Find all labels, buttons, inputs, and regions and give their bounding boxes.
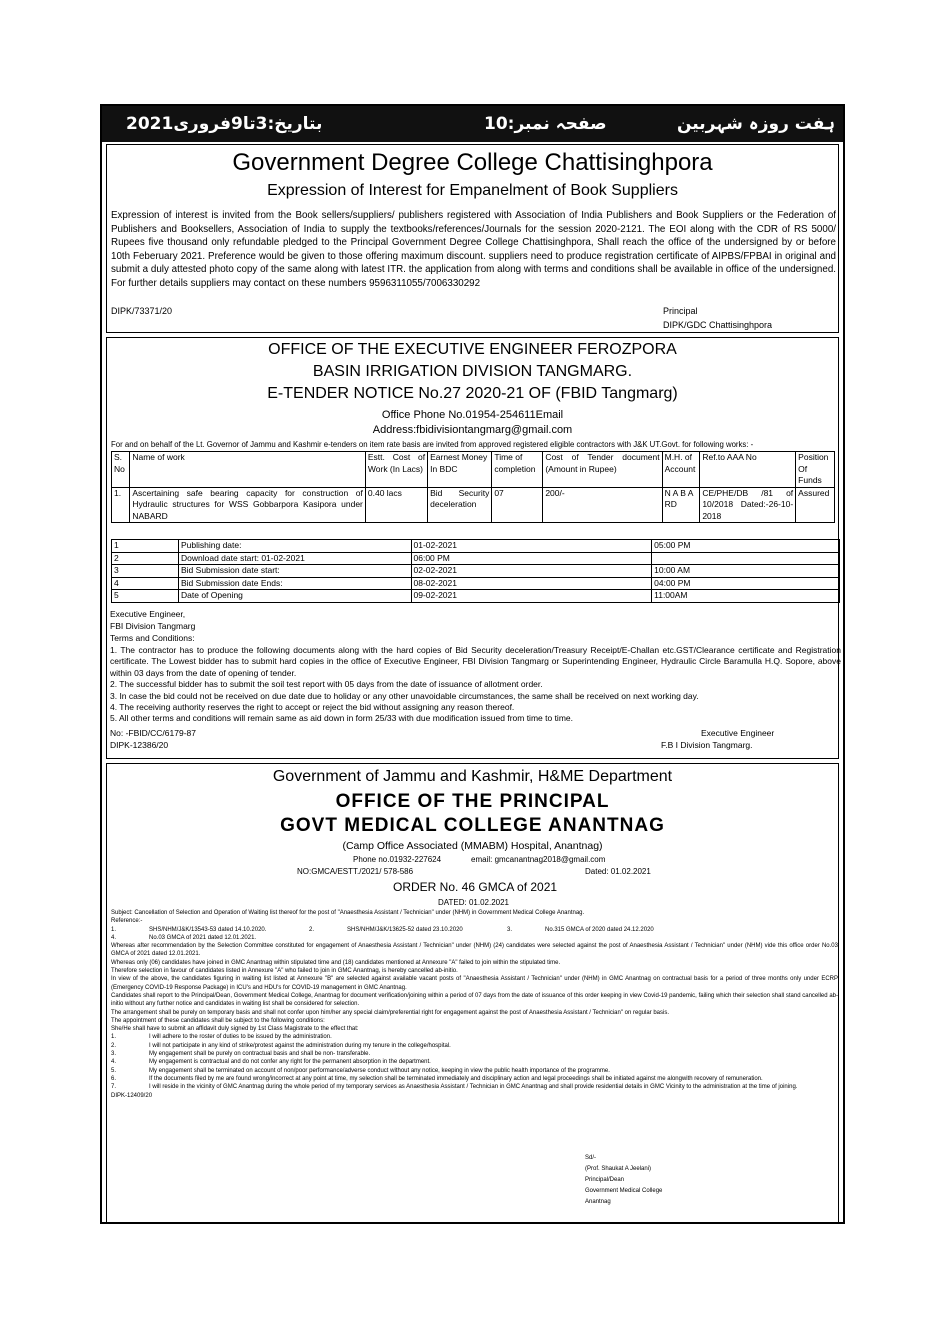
ref-text: No.315 GMCA of 2020 dated 24.12.2020 bbox=[545, 926, 654, 933]
notice3-college: GOVT MEDICAL COLLEGE ANANTNAG bbox=[280, 815, 665, 836]
notice2-office: OFFICE OF THE EXECUTIVE ENGINEER FEROZPORA bbox=[268, 341, 677, 358]
ref-number: 4. bbox=[111, 934, 117, 941]
schedule-row bbox=[112, 565, 840, 578]
notice3-signature-block bbox=[585, 1153, 662, 1208]
schedule-no: 1 bbox=[112, 540, 179, 553]
condition-item bbox=[111, 1050, 838, 1058]
schedule-no: 3 bbox=[112, 565, 179, 578]
condition-text: If the documents filed by me are found wrong/incorrect at any point at time, my selection shall be terminated immediately and disciplinary action and legal proceedings shall be initiated against me alongwith recovery of remuneration. bbox=[149, 1075, 763, 1082]
notice2-phone: Office Phone No.01954-254611Email bbox=[381, 409, 564, 421]
schedule-label: Publishing date: bbox=[179, 540, 412, 553]
condition-item bbox=[111, 1083, 838, 1091]
term-item: 1. The contractor has to produce the following documents along with the hard copies of Bid Security deceleration/Treasury Receipt/E-Challan etc.GST/Clearance certificate and Registration certificate. The Lowest bidder has to submit hard copies in the office of Executive Engineer, FBI Division Tangmarg or Superintending Engineer, Hydraulic Circle Baramulla H.Q. Sopore, above within 03 days from the date of opening of tender. bbox=[110, 645, 841, 678]
col-doc-cost: Cost of Tender document (Amount in Rupee) bbox=[543, 452, 662, 488]
notice1-sign-office: DIPK/GDC Chattisinghpora bbox=[663, 320, 773, 330]
notice3-para: Therefore selection in favour of candidates listed in Annexure "A" who failed to join in GMC Anantnag, is hereby cancelled ab-initio. bbox=[111, 968, 458, 975]
schedule-no: 4 bbox=[112, 577, 179, 590]
condition-text: My engagement shall be terminated on account of non/poor performance/adverse conduct without any notice, keeping in view the public health importance of the programme. bbox=[149, 1067, 610, 1074]
notice2-sign-title: Executive Engineer bbox=[701, 728, 775, 738]
schedule-label: Date of Opening bbox=[179, 590, 412, 603]
schedule-row bbox=[112, 540, 840, 553]
condition-item bbox=[111, 1075, 838, 1083]
cell-name: Ascertaining safe bearing capacity for construction of Hydraulic structures for WSS Gobbarpora Kasipora under NABARD bbox=[130, 487, 366, 523]
notice1-dipk: DIPK/73371/20 bbox=[111, 306, 173, 316]
notice1-sign-title: Principal bbox=[663, 306, 698, 316]
notice3-para: Candidates shall report to the Principal/Dean, Government Medical College, Anantnag for document verification/joining within a period of 07 days from the date of issuance of this order keeping in view Covid-19 pandemic, failing which their selection shall stand cancelled ab-initio without any further notice and candidates in waiting list shall be considered for selection. bbox=[111, 992, 838, 1008]
notice3-dept: Government of Jammu and Kashmir, H&ME Department bbox=[272, 768, 673, 785]
schedule-no: 5 bbox=[112, 590, 179, 603]
works-table-header bbox=[112, 452, 835, 488]
notice2-tender-title: E-TENDER NOTICE No.27 2020-21 OF (FBID Tangmarg) bbox=[267, 385, 678, 402]
notice1-body: Expression of interest is invited from the Book sellers/suppliers/ publishers registered with Association of India Publishers and Book Suppliers or the Federation of Publishers and Booksellers, Association of India to supply the textbooks/references/Journals for the session 2020-2121. The EOI along with the CDR of RS 5000/ Rupees five thousand only refundable pledged to the Principal Government Degree College Chattisinghpora, Shall reach the office of the undersigned by or before 10th Feberuary 2021. Preference would be given to those offering maximum discount. suppliers need to produce registration certificate of AIPBS/FPBAI in original and submit a duly attested photo copy of the same along with latest ITR. the application from along with terms and conditions shall be available in office of the undersigned. For further details suppliers may contact on these numbers 9596311055/7006330292 bbox=[111, 210, 836, 289]
notice3-order-date: DATED: 01.02.2021 bbox=[438, 898, 510, 907]
schedule-label: Bid Submission date Ends: bbox=[179, 577, 412, 590]
notice3-dated: Dated: 01.02.2021 bbox=[585, 867, 651, 876]
term-item: 2. The successful bidder has to submit the soil test report with 05 days from the date of issuance of allotment order. bbox=[110, 679, 543, 690]
condition-text: My engagement is contractual and do not confer any right for the permanent absorption in the department. bbox=[149, 1059, 431, 1066]
notice2-division: BASIN IRRIGATION DIVISION TANGMARG. bbox=[312, 363, 633, 380]
ref-number: 1. bbox=[111, 926, 117, 933]
condition-number: 1. bbox=[111, 1034, 117, 1041]
cell-ref: CE/PHE/DB /81 of 10/2018 Dated:-26-10-2018 bbox=[700, 487, 796, 523]
notice3-ref: NO:GMCA/ESTT./2021/ 578-586 bbox=[297, 867, 414, 876]
cell-time: 07 bbox=[492, 487, 543, 523]
condition-number: 6. bbox=[111, 1075, 117, 1082]
schedule-time: 04:00 PM bbox=[652, 577, 840, 590]
notice3-para: Whereas after recommendation by the Selection Committee constituted for engagement of Anaesthesia Assistant / Technician" under (NHM) (24) candidates were selected against the post of Anaesthesia Assistant / Technician" under (NHM) vide this office order No.03 GMCA of 2021 dated 12.01.2021. bbox=[111, 943, 838, 958]
schedule-date: 08-02-2021 bbox=[411, 577, 652, 590]
notice3-body bbox=[111, 909, 838, 1100]
col-mh: M.H. of Account bbox=[662, 452, 700, 488]
cell-doc-cost: 200/- bbox=[543, 487, 662, 523]
notice2-terms-list bbox=[110, 645, 841, 725]
notice2-ee-line1: Executive Engineer, bbox=[110, 609, 186, 619]
condition-item bbox=[111, 1033, 838, 1041]
notice2-address: Address:fbidivisiontangmarg@gmail.com bbox=[372, 424, 573, 436]
ref-text: No.03 GMCA of 2021 dated 12.01.2021. bbox=[149, 934, 257, 941]
masthead-bar bbox=[102, 106, 843, 142]
term-item: 3. In case the bid could not be received on due date due to holiday or any other unavoidable circumstances, the same shall be received on next working day. bbox=[110, 690, 699, 701]
sign-line: Government Medical College bbox=[585, 1188, 663, 1194]
works-table-row bbox=[112, 487, 835, 523]
condition-text: My engagement shall be purely on contractual basis and shall be non- transferable. bbox=[149, 1051, 371, 1058]
condition-text: I will adhere to the roster of duties to be issued by the administration. bbox=[149, 1034, 332, 1041]
schedule-time bbox=[652, 552, 840, 565]
masthead-date: بتاریخ:3تا9فروری2021 bbox=[126, 114, 323, 134]
notice3-para: In view of the above, the candidates figuring in waiting list listed at Annexure "B" are selected against available vacant posts of "Anaesthesia Assistant / Technician" under (NHM) in GMC Anantnag on contractual basis for a period of three months only under ECRP (Emergency COVID-19 Response Package) in ICU's and HDU's for COVID-19 management in GMC Anantnag. bbox=[111, 976, 838, 991]
condition-number: 3. bbox=[111, 1051, 117, 1058]
notice1-title: Government Degree College Chattisinghpora bbox=[232, 149, 713, 176]
condition-text: I will not participate in any kind of strike/protest against the administration during my tenure in the college/hospital. bbox=[149, 1042, 451, 1049]
col-earnest: Earnest Money In BDC bbox=[428, 452, 492, 488]
notice2-sign-office: F.B I Division Tangmarg. bbox=[661, 740, 753, 750]
notice3-conditions bbox=[111, 1033, 838, 1091]
term-item: 4. The receiving authority reserves the right to accept or reject the bid without assigning any reason thereof. bbox=[110, 702, 515, 713]
schedule-no: 2 bbox=[112, 552, 179, 565]
condition-item bbox=[111, 1067, 838, 1075]
masthead-title: ہفت روزہ شہربین bbox=[676, 114, 835, 134]
notice3-para: She/He shall have to submit an affidavit duly signed by 1st Class Magistrate to the effect that: bbox=[111, 1026, 359, 1033]
newspaper-page bbox=[100, 104, 845, 1224]
schedule-row bbox=[112, 577, 840, 590]
schedule-date: 09-02-2021 bbox=[411, 590, 652, 603]
cell-sno: 1. bbox=[112, 487, 130, 523]
notice3-subject: Subject: Cancellation of Selection and Operation of Waiting list thereof for the post of "Anaesthesia Assistant / Technician" under (NHM) in Government Medical College Anantnag. bbox=[111, 910, 585, 916]
col-sno: S. No bbox=[112, 452, 130, 488]
cell-position: Assured bbox=[796, 487, 835, 523]
schedule-date: 01-02-2021 bbox=[411, 540, 652, 553]
works-table bbox=[111, 451, 835, 523]
col-position: Position Of Funds bbox=[796, 452, 835, 488]
notice2-dipk: DIPK-12386/20 bbox=[110, 740, 169, 750]
notice3-para: The appointment of these candidates shall be subject to the following conditions: bbox=[111, 1017, 325, 1024]
schedule-row bbox=[112, 590, 840, 603]
notice3-email: email: gmcanantnag2018@gmail.com bbox=[471, 855, 606, 864]
notice3-reference-label: Reference:- bbox=[111, 918, 143, 925]
schedule-time: 10:00 AM bbox=[652, 565, 840, 578]
notice-gdc-chattisinghpora bbox=[106, 144, 839, 333]
notice3-refs-line1 bbox=[111, 926, 838, 934]
schedule-date: 06:00 PM bbox=[411, 552, 652, 565]
condition-text: I will reside in the vicinity of GMC Anantnag during the whole period of my temporary services as Anaesthesia Assistant / Technician in GMC Anantnag and shall provide residential details in GMC Vicinity to the administration at the time of joining. bbox=[149, 1084, 798, 1091]
schedule-time: 05:00 PM bbox=[652, 540, 840, 553]
ref-text: SHS/NHM/J&K/13625-52 dated 23.10.2020 bbox=[347, 926, 463, 933]
ref-number: 2. bbox=[309, 926, 315, 933]
notice1-subtitle: Expression of Interest for Empanelment of Book Suppliers bbox=[267, 182, 678, 199]
term-item: 5. All other terms and conditions will remain same as aid down in form 25/33 with due modification issued from time to time. bbox=[110, 713, 573, 724]
notice2-ref-no: No: -FBID/CC/6179-87 bbox=[110, 728, 196, 738]
ref-number: 3. bbox=[507, 926, 513, 933]
notice3-dipk: DIPK-12409/20 bbox=[111, 1092, 153, 1099]
notice3-para: Whereas only (06) candidates have joined in GMC Anantnag within stipulated time and (18) candidates mentioned at Annexure "A" failed to join within the stipulated time. bbox=[111, 959, 561, 966]
schedule-label: Bid Submission date start: bbox=[179, 565, 412, 578]
col-name: Name of work bbox=[130, 452, 366, 488]
notice-gmc-anantnag bbox=[106, 763, 839, 1223]
cell-mh: N A B A RD bbox=[662, 487, 700, 523]
notice3-camp: (Camp Office Associated (MMABM) Hospital, Anantnag) bbox=[342, 840, 603, 852]
notice3-office: OFFICE OF THE PRINCIPAL bbox=[335, 791, 610, 812]
condition-item bbox=[111, 1042, 838, 1050]
notice2-intro: For and on behalf of the Lt. Governor of Jammu and Kashmir e-tenders on item rate basis are invited from approved registered eligible contractors with J&K UT.Govt. for following works: - bbox=[111, 440, 754, 449]
notice-e-tender-fbid bbox=[106, 337, 839, 759]
ref-text: SHS/NHM/J&K/13543-53 dated 14.10.2020. bbox=[149, 926, 267, 933]
notice3-refs-line2 bbox=[111, 934, 838, 942]
cell-earnest: Bid Security deceleration bbox=[428, 487, 492, 523]
condition-number: 2. bbox=[111, 1042, 117, 1049]
schedule-row bbox=[112, 552, 840, 565]
notice2-ee-line2: FBI Division Tangmarg bbox=[110, 621, 196, 631]
notice3-para: The arrangement shall be purely on temporary basis and shall not confer upon him/her any special claim/preferential right for engagement against the post of Anaesthesia Assistant / Technician" on regular basis. bbox=[111, 1009, 670, 1016]
cell-cost: 0.40 lacs bbox=[365, 487, 427, 523]
condition-item bbox=[111, 1058, 838, 1066]
sign-line: Anantnag bbox=[585, 1199, 611, 1205]
condition-number: 7. bbox=[111, 1084, 117, 1091]
condition-number: 5. bbox=[111, 1067, 117, 1074]
masthead-page-number: صفحہ نمبر:10 bbox=[484, 114, 607, 134]
sign-line: (Prof. Shaukat A Jeelani) bbox=[585, 1166, 652, 1172]
schedule-date: 02-02-2021 bbox=[411, 565, 652, 578]
notice2-terms-title: Terms and Conditions: bbox=[110, 633, 195, 643]
notice3-order: ORDER No. 46 GMCA of 2021 bbox=[393, 880, 558, 894]
sign-line: Sd/- bbox=[585, 1155, 597, 1161]
schedule-time: 11:00AM bbox=[652, 590, 840, 603]
col-cost: Estt. Cost of Work (In Lacs) bbox=[365, 452, 427, 488]
schedule-label: Download date start: 01-02-2021 bbox=[179, 552, 412, 565]
sign-line: Principal/Dean bbox=[585, 1177, 625, 1183]
col-ref: Ref.to AAA No bbox=[700, 452, 796, 488]
schedule-table bbox=[111, 539, 840, 603]
condition-number: 4. bbox=[111, 1059, 117, 1066]
col-time: Time of completion bbox=[492, 452, 543, 488]
notice3-phone: Phone no.01932-227624 bbox=[353, 855, 442, 864]
